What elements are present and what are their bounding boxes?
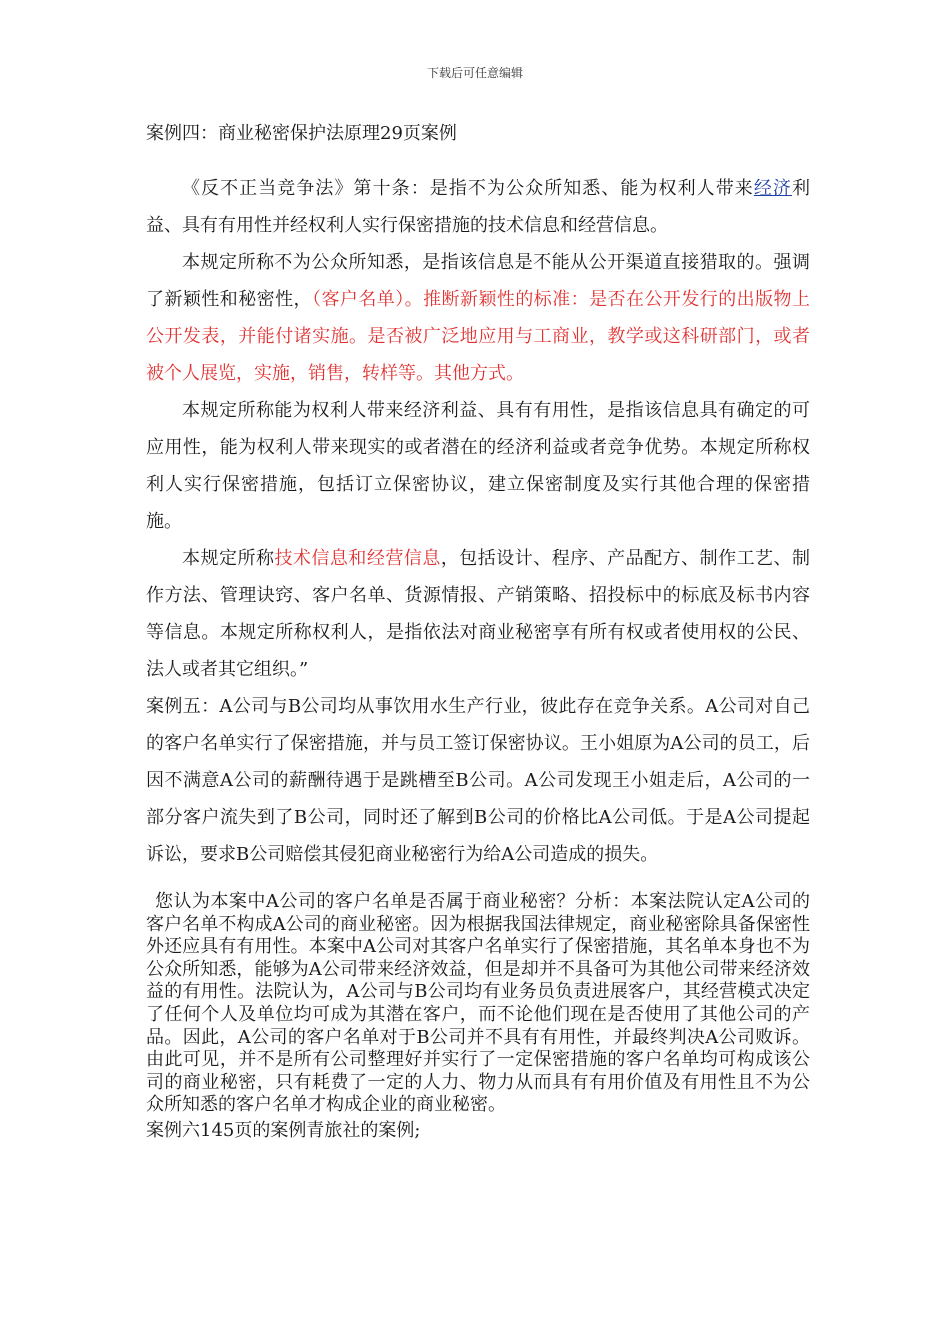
case4-p1-suffix: 利益、具有有用性并经权利人实行保密措施的技术信息和经营信息。	[146, 178, 810, 236]
case4-p4-prefix: 本规定所称	[182, 548, 275, 569]
case4-p1-prefix: 《反不正当竞争法》第十条：是指不为公众所知悉、能为权利人带来	[182, 178, 754, 199]
case4-paragraph-law-article	[146, 170, 810, 244]
case4-p4-red-highlight: 技术信息和经营信息	[274, 548, 441, 569]
case4-paragraph-not-public	[146, 244, 810, 392]
case4-paragraph-usefulness: 本规定所称能为权利人带来经济利益、具有有用性，是指该信息具有确定的可应用性，能为权利人带来现实的或者潜在的经济利益或者竞争优势。本规定所称权利人实行保密措施，包括订立保密协议，建立保密制度及实行其他合理的保密措施。	[146, 400, 810, 532]
economy-link[interactable]: 经济	[753, 178, 792, 199]
case4-title: 案例四：商业秘密保护法原理29页案例	[146, 123, 457, 144]
case5-paragraph: 案例五：A公司与B公司均从事饮用水生产行业，彼此存在竞争关系。A公司对自己的客户名单实行了保密措施，并与员工签订保密协议。王小姐原为A公司的员工，后因不满意A公司的薪酬待遇于是跳槽至B公司。A公司发现王小姐走后，A公司的一部分客户流失到了B公司，同时还了解到B公司的价格比A公司低。于是A公司提起诉讼，要求B公司赔偿其侵犯商业秘密行为给A公司造成的损失。	[146, 696, 810, 865]
case4-p2-red-highlight: （客户名单）。推断新颖性的标准：是否在公开发行的出版物上公开发表，并能付诸实施。是否被广泛地应用与工商业，教学或这科研部门，或者被个人展览，实施，销售，转样等。其他方式。	[146, 289, 810, 384]
case6-title: 案例六145页的案例青旅社的案例;	[146, 1119, 421, 1141]
case4-p2-black: 本规定所称不为公众所知悉，是指该信息是不能从公开渠道直接猎取的。强调了新颖性和秘密性，	[146, 252, 810, 310]
case4-p4-suffix: ，包括设计、程序、产品配方、制作工艺、制作方法、管理诀窍、客户名单、货源情报、产销策略、招投标中的标底及标书内容等信息。本规定所称权利人，是指依法对商业秘密享有所有权或者使用权的公民、法人或者其它组织。”	[146, 548, 811, 680]
document-body	[146, 120, 810, 1145]
page-header: 下载后可任意编辑	[426, 66, 523, 80]
case5-analysis-paragraph: 您认为本案中A公司的客户名单是否属于商业秘密？分析：本案法院认定A公司的客户名单不构成A公司的商业秘密。因为根据我国法律规定，商业秘密除具备保密性外还应具有有用性。本案中A公司对其客户名单实行了保密措施，其名单本身也不为公众所知悉，能够为A公司带来经济效益，但是却并不具备可为其他公司带来经济效益的有用性。法院认为，A公司与B公司均有业务员负责进展客户，其经营模式决定了任何个人及单位均可成为其潜在客户，而不论他们现在是否使用了其他公司的产品。因此，A公司的客户名单对于B公司并不具有有用性，并最终判决A公司败诉。由此可见，并不是所有公司整理好并实行了一定保密措施的客户名单均可构成该公司的商业秘密，只有耗费了一定的人力、物力从而具有有用价值及有用性且不为公众所知悉的客户名单才构成企业的商业秘密。	[146, 891, 810, 1116]
case4-paragraph-info-types	[146, 540, 810, 688]
